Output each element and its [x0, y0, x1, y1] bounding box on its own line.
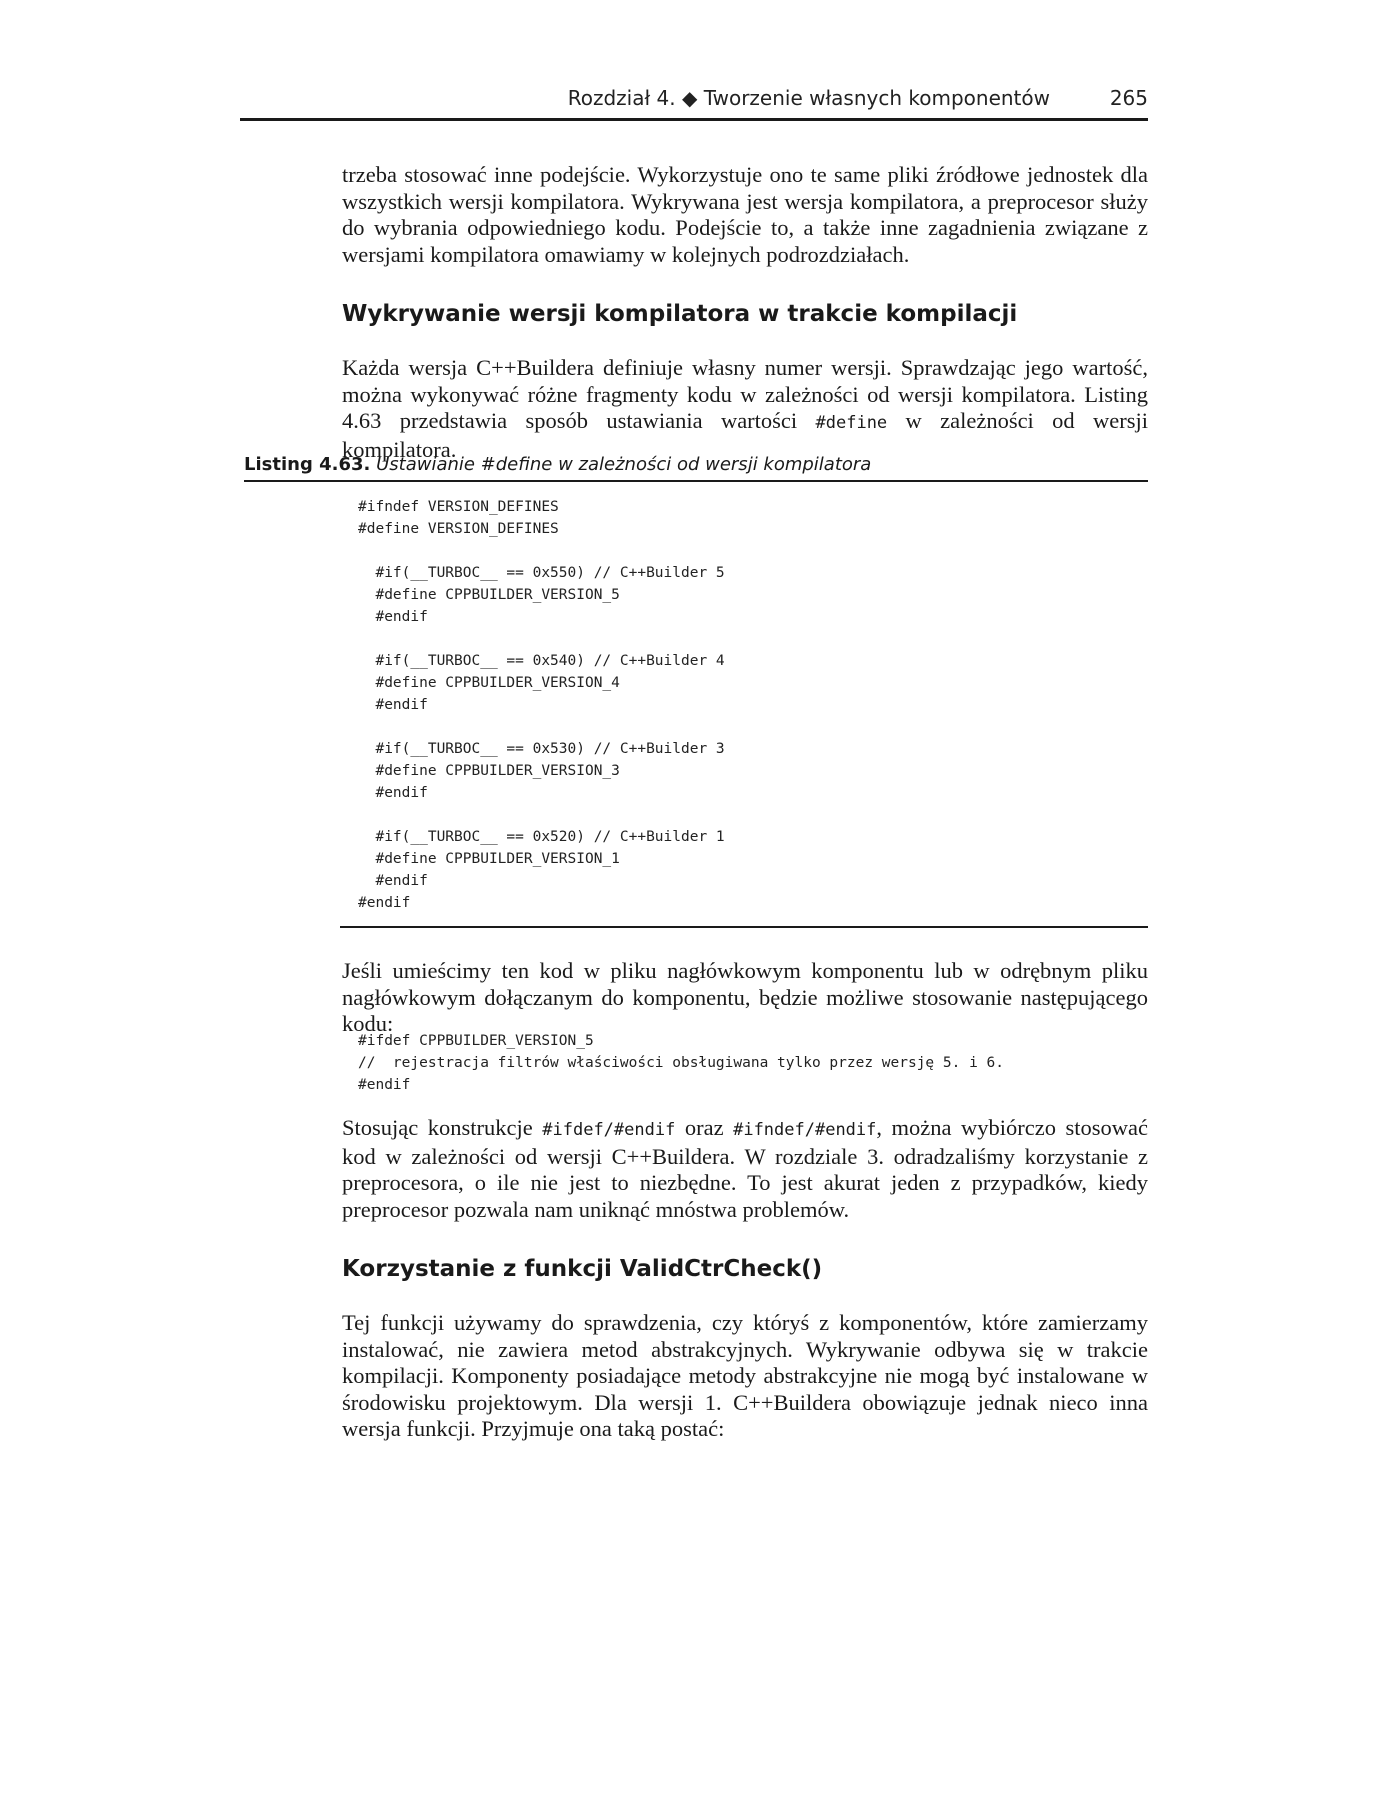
- section1-text: [342, 355, 1148, 463]
- listing-label: Listing 4.63.: [244, 454, 371, 475]
- listing-title: Ustawianie #define w zależności od wersji kompilatora: [376, 454, 872, 475]
- intro-text: trzeba stosować inne podejście. Wykorzystuje ono te same pliki źródłowe jednostek dla wszystkich wersji kompilatora. Wykrywana jest wersja kompilatora, a preprocesor służy do wybrania odpowiedniego kodu. Podejście to, a także inne zagadnienia związane z wersjami kompilatora omawiamy w kolejnych podrozdziałach.: [342, 162, 1148, 267]
- paragraph-after-listing-text: Jeśli umieścimy ten kod w pliku nagłówkowym komponentu lub w odrębnym pliku nagłówkowym dołączanym do komponentu, będzie możliwe stosowanie następującego kodu:: [342, 958, 1148, 1036]
- ifdef-text-2: oraz: [675, 1115, 734, 1140]
- header-title: Rozdział 4. ◆ Tworzenie własnych komponentów: [567, 86, 1050, 110]
- paragraph-ifdef-text: [342, 1115, 1148, 1223]
- section2-text: Tej funkcji używamy do sprawdzenia, czy któryś z komponentów, które zamierzamy instalować, nie zawiera metod abstrakcyjnych. Wykrywanie odbywa się w trakcie kompilacji. Komponenty posiadające metody abstrakcyjne nie mogą być instalowane w środowisku projektowym. Dla wersji 1. C++Buildera obowiązuje jednak nieco inna wersja funkcji. Przyjmuje ona taką postać:: [342, 1310, 1148, 1441]
- section1-text-after: w zależności od wersji kompilatora.: [342, 408, 1148, 462]
- section1-text-before: Każda wersja C++Buildera definiuje własny numer wersji. Sprawdzając jego wartość, można wykonywać różne fragmenty kodu w zależności od wersji kompilatora. Listing 4.63 przedstawia sposób ustawiania wartości: [342, 355, 1148, 433]
- page-number: 265: [1109, 86, 1148, 110]
- listing-code: #ifndef VERSION_DEFINES #define VERSION_DEFINES #if(__TURBOC__ == 0x550) // C++Builder 5 #define CPPBUILDER_VERSION_5 #endif #if(__TURBOC__ == 0x540) // C++Builder 4 #define CPPBUILDER_VERSION_4 #endif #if(__TURBOC__ == 0x530) // C++Builder 3 #define CPPBUILDER_VERSION_3 #endif #if(__TURBOC__ == 0x520) // C++Builder 1 #define CPPBUILDER_VERSION_1 #endif #endif: [358, 499, 725, 911]
- inline-code-ifndef-endif: #ifndef/#endif: [733, 1120, 877, 1140]
- section2-paragraph: [342, 1310, 1148, 1443]
- listing-bottom-rule: [340, 926, 1148, 928]
- paragraph-ifdef: [342, 1115, 1148, 1223]
- section1-paragraph: [342, 355, 1148, 463]
- ifdef-snippet: #ifdef CPPBUILDER_VERSION_5 // rejestracja filtrów właściwości obsługiwana tylko przez wersję 5. i 6. #endif: [358, 1033, 1005, 1093]
- running-header: [240, 82, 1148, 121]
- inline-code-ifdef-endif: #ifdef/#endif: [542, 1120, 676, 1140]
- ifdef-text-3: , można wybiórczo stosować kod w zależności od wersji C++Buildera. W rozdziale 3. odradzaliśmy korzystanie z preprocesora, o ile nie jest to niezbędne. To jest akurat jeden z przypadków, kiedy preprocesor pozwala nam uniknąć mnóstwa problemów.: [342, 1115, 1148, 1222]
- ifdef-text-1: Stosując konstrukcje: [342, 1115, 543, 1140]
- paragraph-after-listing: [342, 958, 1148, 1038]
- section-heading-validctrcheck: Korzystanie z funkcji ValidCtrCheck(): [342, 1256, 823, 1282]
- section-heading-version-detection: Wykrywanie wersji kompilatora w trakcie kompilacji: [342, 301, 1018, 327]
- intro-paragraph: [342, 162, 1148, 268]
- inline-code-define: #define: [815, 413, 888, 433]
- listing-caption: [244, 454, 1148, 482]
